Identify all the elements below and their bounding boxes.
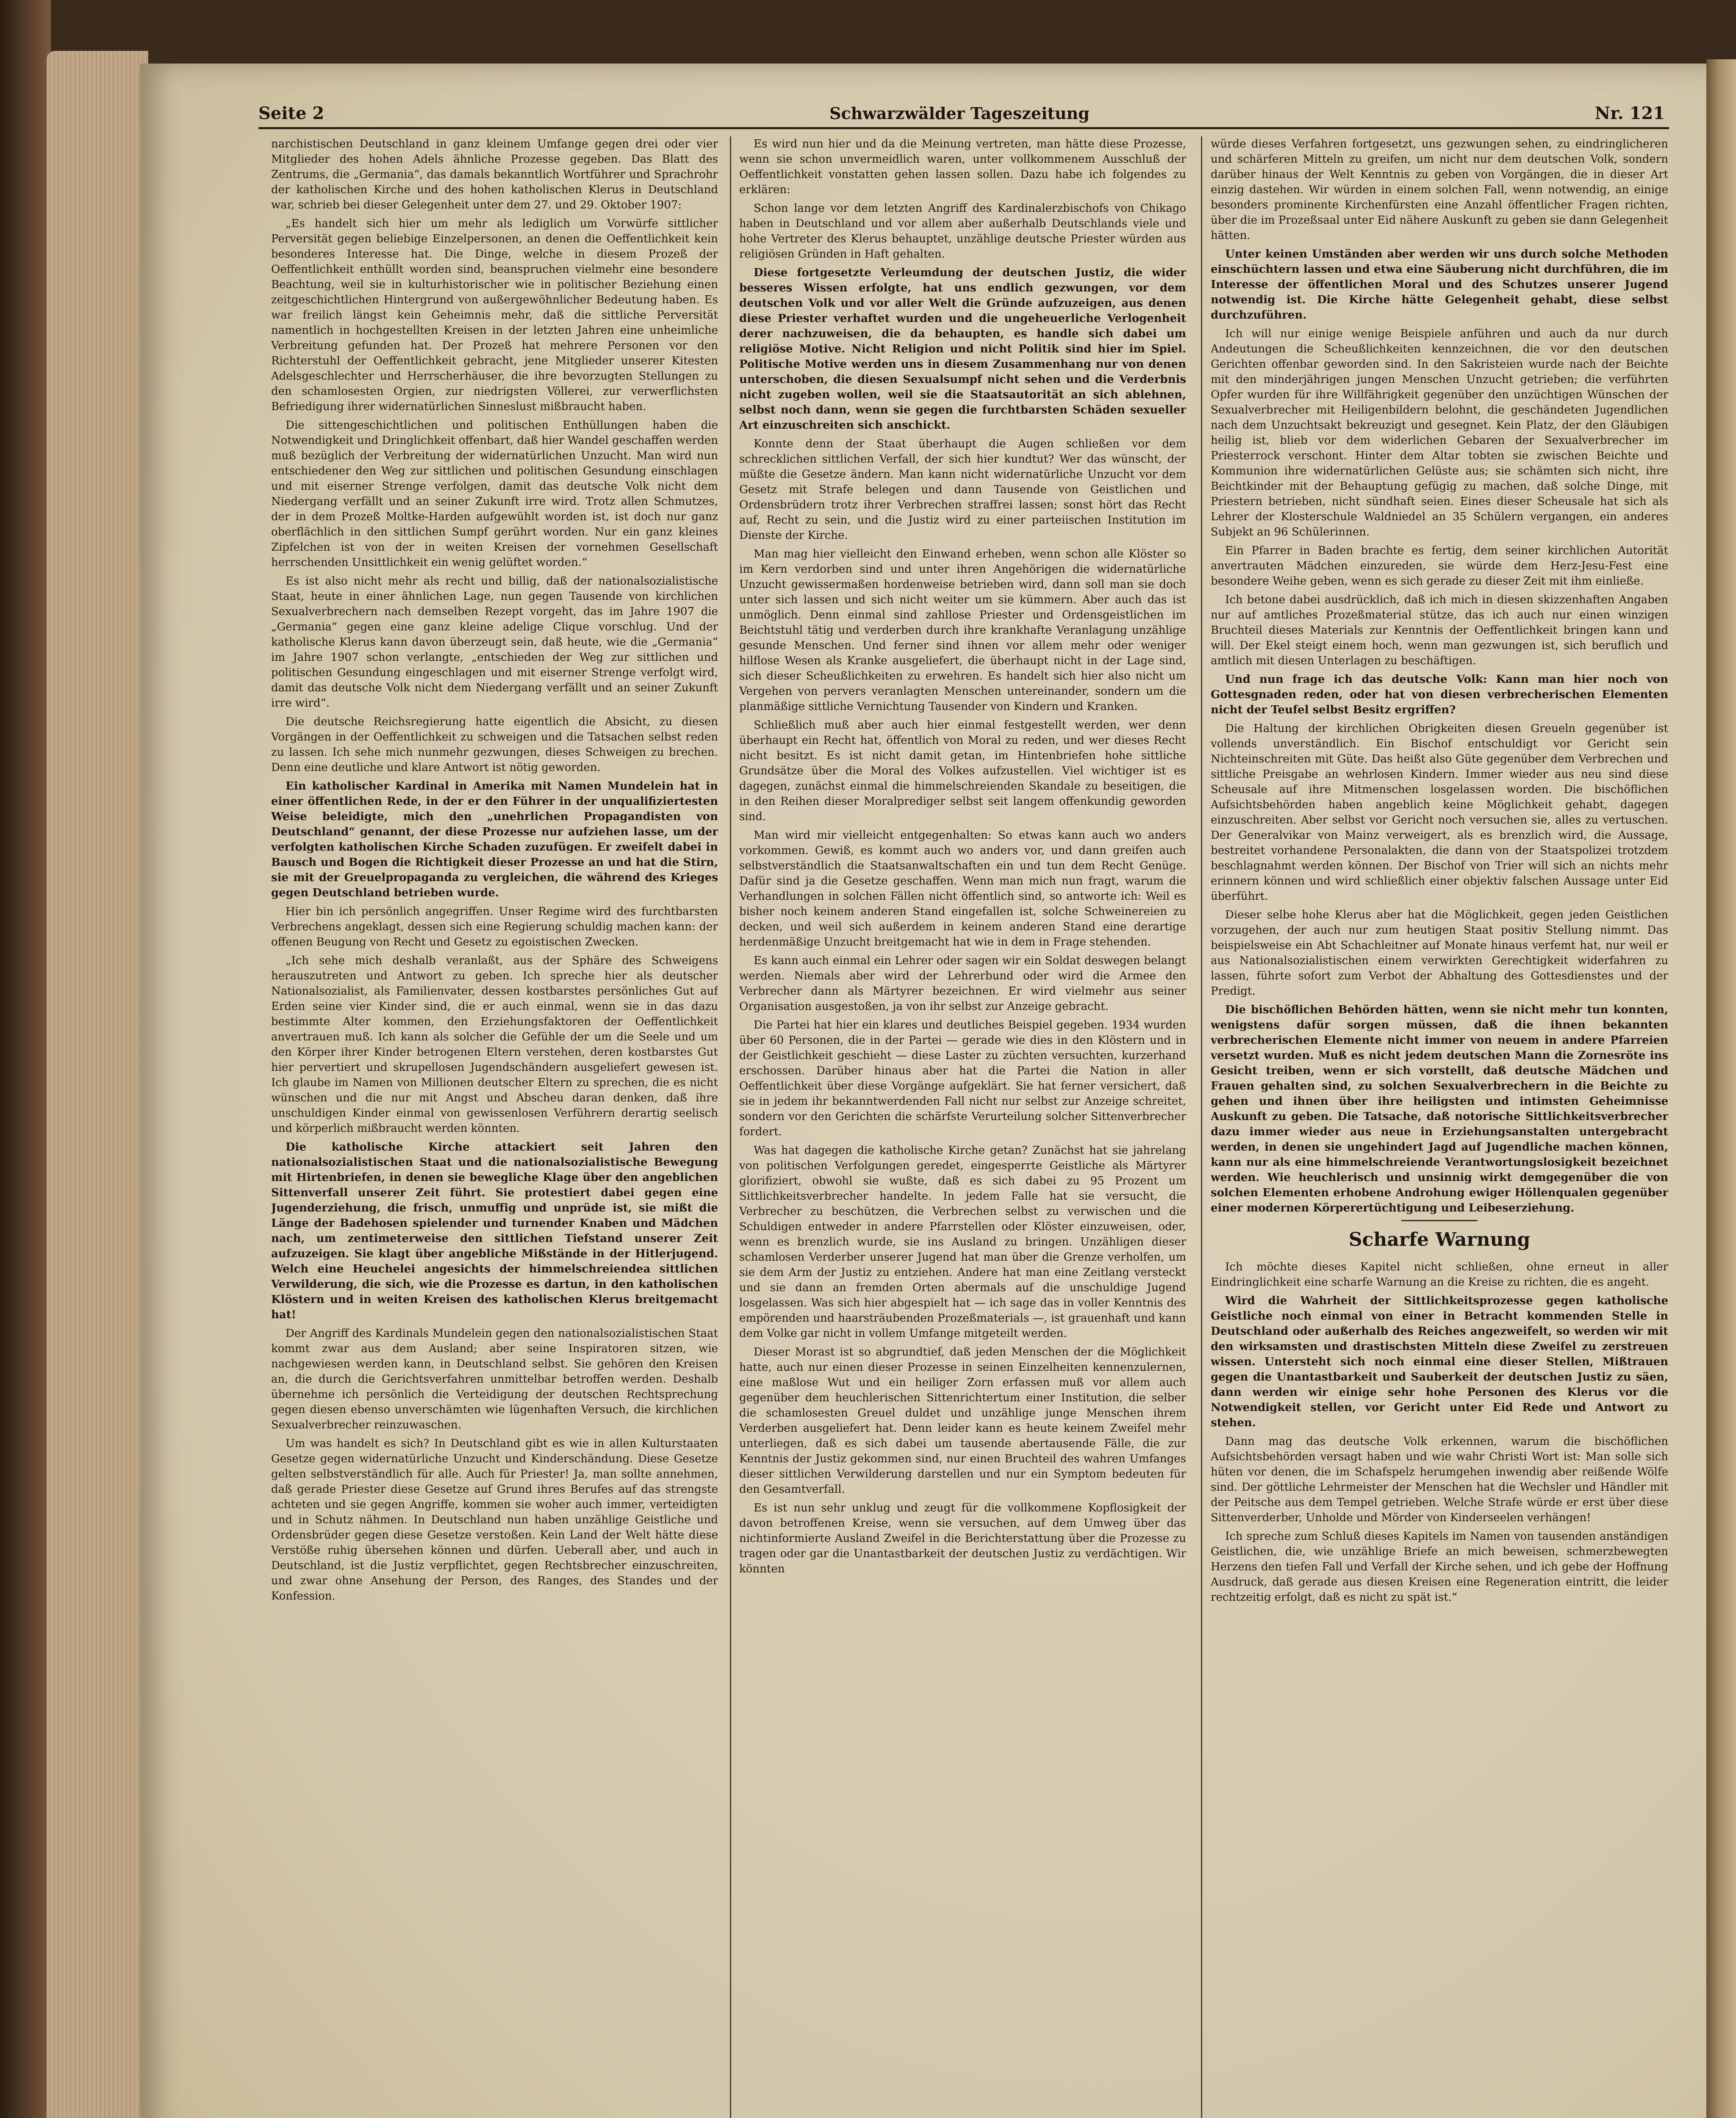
article-paragraph: würde dieses Verfahren fortgesetzt, uns gezwungen sehen, zu eindringlicheren und schärferen Mitteln zu greifen, um nicht nur dem deutschen Volk, sondern darüber hinaus der Welt Kenntnis zu geben von Vorgängen, die in dieser Art einzig dastehen. Wir würden in einem solchen Fall, wenn notwendig, an einige besonders prominente Kirchenfürsten eine Anzahl öffentlicher Fragen richten, über die im Prozeßsaal unter Eid nähere Auskunft zu geben sie dann Gelegenheit hätten. xyxy=(1211,138,1668,242)
newspaper-title: Schwarzwälder Tageszeitung xyxy=(829,103,1090,123)
article-paragraph: Ich betone dabei ausdrücklich, daß ich mich in diesen skizzenhaften Angaben nur auf amtliches Prozeßmaterial stütze, das ich auch nur einen winzigen Bruchteil dieses Materials zur Kenntnis der Oeffentlichkeit bringen kann und will. Der Ekel steigt einem hoch, wenn man gezwungen ist, sich beruflich und amtlich mit diesen Unterlagen zu beschäftigen. xyxy=(1211,593,1668,667)
text-column-3 xyxy=(1211,136,1668,2118)
article-paragraph: Und nun frage ich das deutsche Volk: Kann man hier noch von Gottesgnaden reden, oder hat von diesen verbrecherischen Elementen nicht der Teufel selbst Besitz ergriffen? xyxy=(1211,673,1668,716)
article-paragraph: Es ist nun sehr unklug und zeugt für die vollkommene Kopflosigkeit der davon betroffenen Kreise, wenn sie versuchen, auf dem Umweg über das nichtinformierte Ausland Zweifel in die Berichterstattung über die Prozesse zu tragen oder gar die Unantastbarkeit der deutschen Justiz zu verdächtigen. Wir könnten xyxy=(739,1502,1186,1575)
text-column-2 xyxy=(739,136,1186,2118)
article-paragraph: Hier bin ich persönlich angegriffen. Unser Regime wird des furchtbarsten Verbrechens angeklagt, dessen sich eine Regierung schuldig machen kann: der offenen Beugung von Recht und Gesetz zu egoistischen Zwecken. xyxy=(271,905,718,948)
article-paragraph: Diese fortgesetzte Verleumdung der deutschen Justiz, die wider besseres Wissen erfolgte, hat uns endlich gezwungen, vor dem deutschen Volk und vor aller Welt die Gründe aufzuzeigen, aus denen diese Priester verhaftet wurden und die ungeheuerliche Verlogenheit derer nachzuweisen, die da behaupten, es handle sich dabei um religiöse Motive. Nicht Religion und nicht Politik sind hier im Spiel. Politische Motive werden uns in diesem Zusammenhang nur von denen unterschoben, die diesen Sexualsumpf nicht sehen und die Verderbnis nicht zugeben wollen, weil sie die Staatsautorität an sich ablehnen, selbst noch dann, wenn sie gegen die furchtbarsten Schäden sexueller Art einzuschreiten sich anschickt. xyxy=(739,266,1186,432)
article-paragraph: narchistischen Deutschland in ganz kleinem Umfange gegen drei oder vier Mitglieder des hohen Adels ähnliche Prozesse gegeben. Das Blatt des Zentrums, die „Germania“, das damals bekanntlich Wortführer und Sprachrohr der katholischen Kirche und des hohen katholischen Klerus in Deutschland war, schrieb bei dieser Gelegenheit unter dem 27. und 29. Oktober 1907: xyxy=(271,138,718,211)
article-paragraph: Man mag hier vielleicht den Einwand erheben, wenn schon alle Klöster so im Kern verdorben sind und unter ihren Angehörigen die widernatürliche Unzucht gewissermaßen hordenweise betrieben wird, dann soll man sie doch unter sich lassen und sich nicht weiter um sie kümmern. Aber auch das ist unmöglich. Denn einmal sind zahllose Priester und Ordensgeistlichen im Beichtstuhl tätig und verderben durch ihre krankhafte Veranlagung unzählige gesunde Menschen. Und ferner sind ihnen vor allem mehr oder weniger hilflose Wesen als Kranke ausgeliefert, die überhaupt nicht in der Lage sind, sich dieser Scheußlichkeiten zu erwehren. Es handelt sich hier also nicht um Vergehen von pervers veranlagten Menschen untereinander, sondern um die planmäßige sittliche Vernichtung Tausender von Kindern und Kranken. xyxy=(739,548,1186,713)
page-header xyxy=(258,98,1665,128)
article-paragraph: „Ich sehe mich deshalb veranlaßt, aus der Sphäre des Schweigens herauszutreten und Antwort zu geben. Ich spreche hier als deutscher Nationalsozialist, als Familienvater, dessen kostbarstes persönliches Gut auf Erden seine vier Kinder sind, die er auch einmal, wenn sie in das dazu bestimmte Alter kommen, den Erziehungsfaktoren der Oeffentlichkeit anvertrauen muß. Ich kann als solcher die Gefühle der um die Seele und um den Körper ihrer Kinder betrogenen Eltern verstehen, deren kostbarstes Gut hier pervertiert und skrupellosen Jugendschändern ausgeliefert gewesen ist. Ich glaube im Namen von Millionen deutscher Eltern zu sprechen, die es nicht wünschen und die nur mit Angst und Abscheu daran denken, daß ihre unschuldigen Kinder einmal von gewissenlosen Verführern derartig seelisch und körperlich mißbraucht werden könnten. xyxy=(271,954,718,1135)
article-paragraph: Ich will nur einige wenige Beispiele anführen und auch da nur durch Andeutungen die Scheußlichkeiten kennzeichnen, die vor den deutschen Gerichten offenbar geworden sind. In den Sakristeien wurde nach der Beichte mit den minderjährigen jungen Menschen Unzucht getrieben; die verführten Opfer wurden für ihre Willfährigkeit gegenüber den unzüchtigen Wünschen der Sexualverbrecher mit Heiligenbildern belohnt, die geschändeten Jugendlichen nach dem Unzuchtsakt bekreuzigt und gesegnet. Kein Platz, der den Gläubigen heilig ist, blieb vor dem widerlichen Gebaren der Sexualverbrecher im Priesterrock verschont. Hinter dem Altar tobten sie zwischen Beichte und Kommunion ihre widernatürlichen Gelüste aus; sie schämten sich nicht, ihre Beichtkinder mit der Behauptung gefügig zu machen, daß solche Dinge, mit Priestern betrieben, nicht sündhaft seien. Eines dieser Scheusale hat sich als Lehrer der Klosterschule Waldniedel an 35 Schülern vergangen, ein anderes Subjekt an 96 Schülerinnen. xyxy=(1211,327,1668,538)
article-paragraph: Ein katholischer Kardinal in Amerika mit Namen Mundelein hat in einer öffentlichen Rede, in der er den Führer in der unqualifiziertesten Weise beleidigte, mich den „unehrlichen Propagandisten von Deutschland“ genannt, der diese Prozesse nur aufziehen lasse, um der verfolgten katholischen Kirche Schaden zuzufügen. Er zweifelt dabei in Bausch und Bogen die Richtigkeit dieser Prozesse an und hat die Stirn, sie mit der Greuelpropaganda zu vergleichen, die während des Krieges gegen Deutschland betrieben wurde. xyxy=(271,780,718,899)
article-paragraph: Es wird nun hier und da die Meinung vertreten, man hätte diese Prozesse, wenn sie schon unvermeidlich waren, unter vollkommenem Ausschluß der Oeffentlichkeit vonstatten gehen lassen sollen. Dazu habe ich folgendes zu erklären: xyxy=(739,138,1186,196)
section-heading: Scharfe Warnung xyxy=(1348,1229,1531,1250)
article-paragraph: Die sittengeschichtlichen und politischen Enthüllungen haben die Notwendigkeit und Dringlichkeit offenbart, daß hier Wandel geschaffen werden muß bezüglich der Verbreitung der widernatürlichen Unzucht. Man wird nun entschiedener den Weg zur sittlichen und politischen Gesundung einschlagen und mit eiserner Strenge verfolgen, damit das deutsche Volk nicht dem Niedergang verfällt und an seiner Zukunft irre wird. Trotz allen Schmutzes, der in dem Prozeß Moltke-Harden aufgewühlt worden ist, ist doch nur ganz oberflächlich in den sittlichen Sumpf gerührt worden. Nur ein ganz kleines Zipfelchen ist von der in weiten Kreisen der vornehmen Gesellschaft herrschenden Unsittlichkeit ein wenig gelüftet worden.“ xyxy=(271,419,718,569)
article-paragraph: Was hat dagegen die katholische Kirche getan? Zunächst hat sie jahrelang von politischen Verfolgungen geredet, eingesperrte Geistliche als Märtyrer glorifiziert, obwohl sie wußte, daß es sich dabei zu 95 Prozent um Sittlichkeitsverbrecher handelte. In jedem Falle hat sie versucht, die Verbrecher zu beschützen, die Verbrechen selbst zu verwischen und die Schuldigen entweder in andere Pfarrstellen oder Klöster einzuweisen, oder, wenn es brenzlich wurde, sie ins Ausland zu bringen. Unzähligen dieser schamlosen Verderber unserer Jugend hat man über die Grenze verholfen, um sie dem Arm der Justiz zu entziehen. Andere hat man eine Zeitlang versteckt und sie dann an fremden Orten abermals auf die unschuldige Jugend losgelassen. Was sich hier abgespielt hat — ich sage das in voller Kenntnis des empörenden und haarsträubenden Prozeßmaterials —, ist grauenhaft und kann dem Volke gar nicht in vollem Umfange mitgeteilt werden. xyxy=(739,1144,1186,1340)
article-paragraph: Man wird mir vielleicht entgegenhalten: So etwas kann auch wo anders vorkommen. Gewiß, es kommt auch wo anders vor, und dann greifen auch selbstverständlich die Staatsanwaltschaften ein und tun dem Recht Genüge. Dafür sind ja die Gesetze geschaffen. Wenn man mich nun fragt, warum die Verhandlungen in solchen Fällen nicht öffentlich sind, so antworte ich: Weil es bisher noch keinem anderen Stand eingefallen ist, solche Schweinereien zu decken, und weil sich außerdem in keinem anderen Stand eine derartige herdenmäßige Unzucht breitgemacht hat wie in dem in Frage stehenden. xyxy=(739,829,1186,948)
header-rule xyxy=(258,127,1669,129)
article-paragraph: Die Haltung der kirchlichen Obrigkeiten diesen Greueln gegenüber ist vollends unverständlich. Ein Bischof entschuldigt vor Gericht sein Nichteinschreiten mit Güte. Das heißt also Güte gegenüber dem Verbrechen und sittliche Preisgabe an wehrlosen Kindern. Immer wieder aus neu sind diese Scheusale auf ihre Mitmenschen losgelassen worden. Die bischöflichen Aufsichtsbehörden haben angeblich keine Möglichkeit gehabt, dagegen einzuschreiten. Aber selbst vor Gericht noch versuchen sie, alles zu vertuschen. Der Generalvikar von Mainz verweigert, als es brenzlich wird, die Aussage, bestreitet vorhandene Personalakten, die dann von der Staatspolizei trotzdem beschlagnahmt werden können. Der Bischof von Trier will sich an nichts mehr erinnern können und wird schließlich einer objektiv falschen Aussage unter Eid überführt. xyxy=(1211,722,1668,903)
article-paragraph: Dieser selbe hohe Klerus aber hat die Möglichkeit, gegen jeden Geistlichen vorzugehen, der auch nur zum heutigen Staat positiv Stellung nimmt. Das beispielsweise ein Abt Schachleitner auf Monate hinaus verfemt hat, nur weil er aus Nationalsozialistischen einem verwirkten Gerechtigkeit widerfahren zu lassen, führte sofort zum Verbot der Abhaltung des Gottesdienstes und der Predigt. xyxy=(1211,909,1668,998)
article-paragraph: Um was handelt es sich? In Deutschland gibt es wie in allen Kulturstaaten Gesetze gegen widernatürliche Unzucht und Kinderschändung. Diese Gesetze gelten selbstverständlich für alle. Auch für Priester! Ja, man sollte annehmen, daß gerade Priester diese Gesetze auf Grund ihres Berufes auf das strengste achteten und sie gegen Angriffe, kommen sie woher auch immer, verteidigten und in Schutz nähmen. In Deutschland nun haben unzählige Geistliche und Ordensbrüder gegen diese Gesetze verstoßen. Kein Land der Welt hätte diese Verstöße ruhig übersehen können und dürfen. Ueberall aber, und auch in Deutschland, ist die Justiz verpflichtet, gegen Rechtsbrecher einzuschreiten, und zwar ohne Ansehung der Person, des Ranges, des Standes und der Konfession. xyxy=(271,1437,718,1602)
page-edges xyxy=(47,51,148,2118)
article-paragraph: „Es handelt sich hier um mehr als lediglich um Vorwürfe sittlicher Perversität gegen beliebige Einzelpersonen, an denen die Oeffentlichkeit kein besonderes Interesse hat. Die Dinge, welche in diesem Prozeß der Oeffentlichkeit enthüllt worden sind, beanspruchen vielmehr eine besondere Beachtung, weil sie in kulturhistorischer wie in politischer Beziehung einen zeitgeschichtlichen Hintergrund von außergewöhnlicher Bedeutung haben. Es war freilich längst kein Geheimnis mehr, daß die sittliche Perversität namentlich in hochgestellten Kreisen in der letzten Jahren eine unheimliche Verbreitung gefunden hat. Der Prozeß hat mehrere Personen vor den Richterstuhl der Oeffentlichkeit gebracht, jene Mitglieder unserer Kitesten Adelsgeschlechter und Herrscherhäuser, die ihre bevorzugten Stellungen zu den schamlosesten Orgien, zur niedrigsten Völlerei, zur verwerflichsten Befriedigung ihrer widernatürlichen Sinneslust mißbraucht haben. xyxy=(271,217,718,413)
section-divider xyxy=(1401,1220,1478,1221)
book-spine xyxy=(0,0,51,2118)
article-paragraph: Die Partei hat hier ein klares und deutliches Beispiel gegeben. 1934 wurden über 60 Personen, die in der Partei — gerade wie dies in den Klöstern und in der Geistlichkeit geschieht — diese Laster zu züchten versuchten, kurzerhand erschossen. Darüber hinaus aber hat die Partei die Nation in aller Oeffentlichkeit über diese Vorgänge aufgeklärt. Sie hat ferner versichert, daß sie in jedem ihr bekanntwerdenden Fall nicht nur selbst zur Anzeige schreitet, sondern vor den Gerichten die schärfste Verurteilung solcher Sittenverbrecher fordert. xyxy=(739,1019,1186,1138)
article-paragraph: Wird die Wahrheit der Sittlichkeitsprozesse gegen katholische Geistliche noch einmal von einer in Betracht kommenden Stelle in Deutschland oder außerhalb des Reiches angezweifelt, so werden wir mit den wirksamsten und drastischsten Mitteln diese Zweifel zu zerstreuen wissen. Untersteht sich noch einmal eine dieser Stellen, Mißtrauen gegen die Unantastbarkeit und Sauberkeit der deutschen Justiz zu säen, dann werden wir einige sehr hohe Personen des Klerus vor die Notwendigkeit stellen, vor Gericht unter Eid Rede und Antwort zu stehen. xyxy=(1211,1295,1668,1429)
article-paragraph: Es kann auch einmal ein Lehrer oder sagen wir ein Soldat deswegen belangt werden. Niemals aber wird der Lehrerbund oder wird die Armee den Verbrecher dann als Märtyrer bezeichnen. Er wird vielmehr aus seiner Organisation ausgestoßen, ja von ihr selbst zur Anzeige gebracht. xyxy=(739,954,1186,1013)
article-paragraph: Die deutsche Reichsregierung hatte eigentlich die Absicht, zu diesen Vorgängen in der Oeffentlichkeit zu schweigen und die Tatsachen selbst reden zu lassen. Ich sehe mich nunmehr gezwungen, dieses Schweigen zu brechen. Denn eine deutliche und klare Antwort ist nötig geworden. xyxy=(271,715,718,774)
article-paragraph: Ein Pfarrer in Baden brachte es fertig, dem seiner kirchlichen Autorität anvertrauten Mädchen einzureden, sie würde dem Herz-Jesu-Fest eine besondere Weihe geben, wenn es sich gerade zu dieser Zeit mit ihm einließe. xyxy=(1211,544,1668,588)
facing-page-edge xyxy=(1706,59,1736,2118)
article-paragraph: Schließlich muß aber auch hier einmal festgestellt werden, wer denn überhaupt ein Recht hat, öffentlich von Moral zu reden, und wer dieses Recht nicht besitzt. Es ist nicht damit getan, im Hintenbriefen hohe sittliche Grundsätze über die Moral des Volkes aufzustellen. Viel wichtiger ist es dagegen, zunächst einmal die himmelschreienden Skandale zu beseitigen, die in den Reihen dieser Moralprediger selbst seit langem offenkundig geworden sind. xyxy=(739,719,1186,823)
text-column-1 xyxy=(271,136,718,2118)
article-paragraph: Konnte denn der Staat überhaupt die Augen schließen vor dem schrecklichen sittlichen Verfall, der sich hier kundtut? Wer das wünscht, der müßte die Gesetze ändern. Man kann nicht widernatürliche Unzucht vor dem Gesetz mit Strafe belegen und dann Tausende von Geistlichen und Ordensbrüdern trotz ihrer Verbrechen straffrei lassen; sonst hört das Recht auf, Recht zu sein, und die Justiz wird zu einer parteiischen Institution im Dienste der Kirche. xyxy=(739,438,1186,542)
article-paragraph: Die bischöflichen Behörden hätten, wenn sie nicht mehr tun konnten, wenigstens dafür sorgen müssen, daß die ihnen bekannten verbrecherischen Elemente nicht immer von neuem in andere Pfarreien versetzt wurden. Muß es nicht jedem deutschen Mann die Zornesröte ins Gesicht treiben, wenn er sich vorstellt, daß deutsche Mädchen und Frauen gehalten sind, zu solchen Sexualverbrechern in die Beichte zu gehen und ihnen über ihre heiligsten und intimsten Geheimnisse Auskunft zu geben. Die Tatsache, daß notorische Sittlichkeitsverbrecher dazu immer wieder aus neue in Erziehungsanstalten untergebracht werden, in denen sie ungehindert Jagd auf Jugendliche machen können, kann nur als eine himmelschreiende Verantwortungslosigkeit bezeichnet werden. Wie heuchlerisch und unsinnig wirkt demgegenüber die von solchen Elementen erhobene Androhung ewiger Höllenqualen gegenüber einer modernen Körperertüchtigung und Leibeserziehung. xyxy=(1211,1004,1668,1214)
column-divider xyxy=(730,136,731,2118)
article-paragraph: Ich spreche zum Schluß dieses Kapitels im Namen von tausenden anständigen Geistlichen, die, wie unzählige Briefe an mich beweisen, schmerzbewegten Herzens den tiefen Fall und Verfall der Kirche sehen, und ich gebe der Hoffnung Ausdruck, daß gerade aus diesen Kreisen eine Regeneration eintritt, die leider rechtzeitig erfolgt, daß es nicht zu spät ist.“ xyxy=(1211,1530,1668,1604)
issue-number: Nr. 121 xyxy=(1595,103,1665,123)
article-paragraph: Es ist also nicht mehr als recht und billig, daß der nationalsozialistische Staat, heute in einer ähnlichen Lage, nun gegen Tausende von kirchlichen Sexualverbrechern nach demselben Rezept vorgeht, das im Jahre 1907 die „Germania“ gegen eine ganz kleine adelige Clique vorschlug. Und der katholische Klerus kann davon überzeugt sein, daß heute, wie die „Germania“ im Jahre 1907 schon verlangte, „entschieden der Weg zur sittlichen und politischen Gesundung eingeschlagen und mit eiserner Strenge verfolgt wird, damit das deutsche Volk nicht dem Niedergang verfällt und an seiner Zukunft irre wird“. xyxy=(271,575,718,710)
article-paragraph: Dieser Morast ist so abgrundtief, daß jeden Menschen der die Möglichkeit hatte, auch nur einen dieser Prozesse in seinen Einzelheiten kennenzulernen, eine maßlose Wut und ein heiliger Zorn erfassen muß vor allem auch gegenüber dem heuchlerischen Sittenrichtertum einer Institution, die selber die schamlosesten Greuel duldet und unzählige junge Menschen ihrem Verderben ausgeliefert hat. Denn leider kann es heute keinem Zweifel mehr unterliegen, daß es sich dabei um tausende abertausende Fälle, die zur Kenntnis der Justiz gekommen sind, nur einen Bruchteil des wahren Umfanges dieser sittlichen Verwilderung darstellen und nur ein Symptom bedeuten für den Gesamtverfall. xyxy=(739,1346,1186,1496)
article-paragraph: Der Angriff des Kardinals Mundelein gegen den nationalsozialistischen Staat kommt zwar aus dem Ausland; aber seine Inspiratoren sitzen, wie nachgewiesen werden kann, in Deutschland selbst. Sie gehören den Kreisen an, die durch die Gerichtsverfahren unmittelbar betroffen werden. Deshalb übernehme ich persönlich die Verteidigung der deutschen Rechtsprechung gegen diesen ebenso unverschämten wie lügenhaften Versuch, die kirchlichen Sexualverbrecher reinzuwaschen. xyxy=(271,1327,718,1431)
column-divider xyxy=(1201,136,1202,2118)
article-paragraph: Die katholische Kirche attackiert seit Jahren den nationalsozialistischen Staat und die nationalsozialistische Bewegung mit Hirtenbriefen, in denen sie bewegliche Klage über den angeblichen Sittenverfall unserer Zeit führt. Sie protestiert dabei gegen eine Jugenderziehung, die frisch, unmuffig und unprüde ist, sie mißt die Länge der Badehosen spielender und turnender Knaben und Mädchen nach, um zentimeterweise den sittlichen Tiefstand unserer Zeit aufzuzeigen. Sie klagt über angebliche Mißstände in der Hitlerjugend. Welch eine Heuchelei angesichts der himmelschreiendea sittlichen Verwilderung, die sich, wie die Prozesse es dartun, in den katholischen Klöstern und in weiten Kreisen des katholischen Klerus breitgemacht hat! xyxy=(271,1141,718,1321)
article-paragraph: Unter keinen Umständen aber werden wir uns durch solche Methoden einschüchtern lassen und etwa eine Säuberung nicht durchführen, die im Interesse der öffentlichen Moral und des Schutzes unserer Jugend notwendig ist. Die Kirche hätte Gelegenheit gehabt, diese selbst durchzuführen. xyxy=(1211,248,1668,322)
page-number: Seite 2 xyxy=(258,103,324,123)
article-paragraph: Schon lange vor dem letzten Angriff des Kardinalerzbischofs von Chikago haben in Deutschland und vor allem aber außerhalb Deutschlands viele und hohe Vertreter des Klerus behauptet, unzählige deutsche Priester würden aus religiösen Gründen in Haft gehalten. xyxy=(739,202,1186,261)
article-paragraph: Ich möchte dieses Kapitel nicht schließen, ohne erneut in aller Eindringlichkeit eine scharfe Warnung an die Kreise zu richten, die es angeht. xyxy=(1211,1261,1668,1289)
article-paragraph: Dann mag das deutsche Volk erkennen, warum die bischöflichen Aufsichtsbehörden versagt haben und wie wahr Christi Wort ist: Man solle sich hüten vor denen, die im Schafspelz herumgehen inwendig aber reißende Wölfe sind. Der göttliche Lehrmeister der Menschen hat die Wechsler und Händler mit der Peitsche aus dem Tempel getrieben. Welche Strafe würde er erst über diese Sittenverderber, Unholde und Mörder von Kinderseelen verhängen! xyxy=(1211,1435,1668,1524)
